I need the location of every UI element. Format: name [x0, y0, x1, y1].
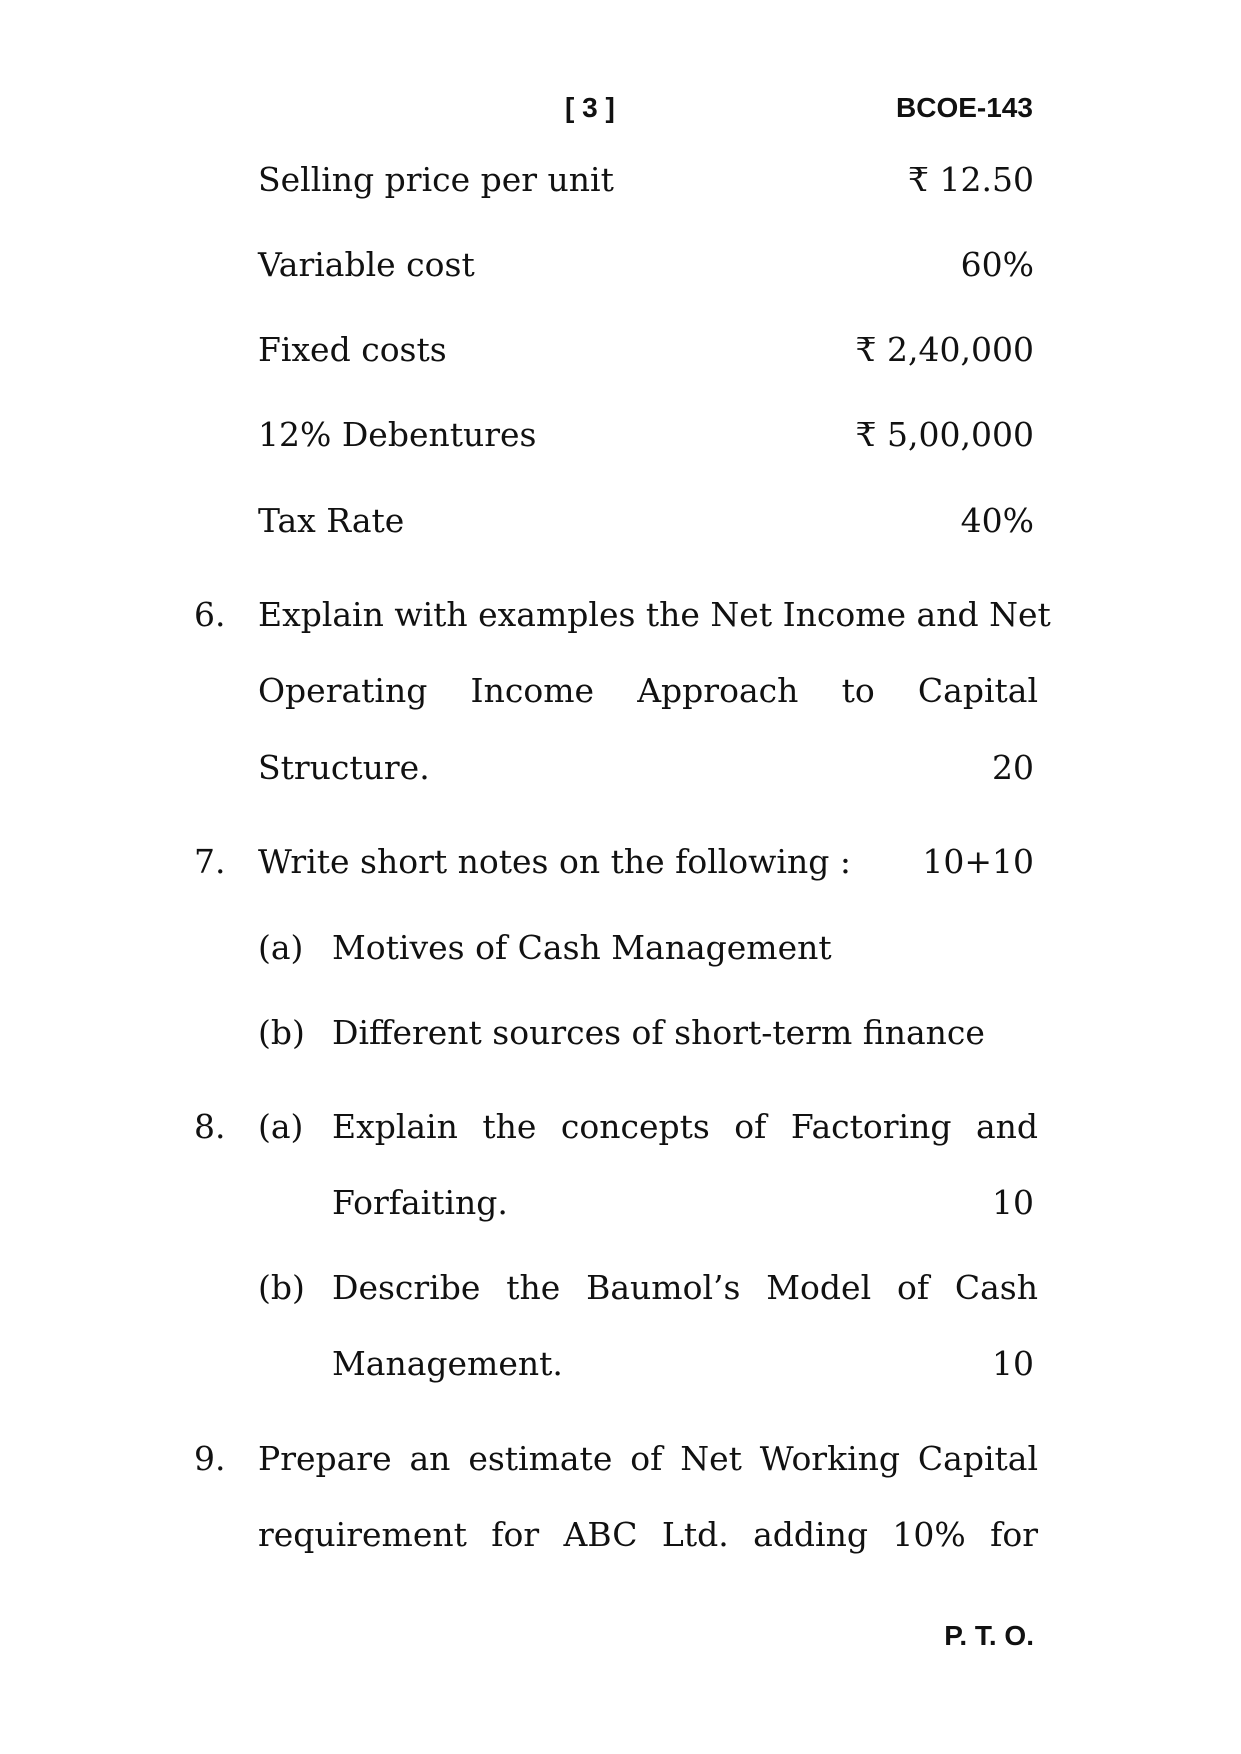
question-7b-text: Different sources of short-term finance	[332, 1013, 985, 1052]
question-number: 7.	[194, 842, 226, 881]
question-number: 6.	[194, 595, 226, 634]
table-row-label: Variable cost	[258, 245, 475, 284]
question-8b-line-2: Management.	[332, 1344, 563, 1383]
question-7a-text: Motives of Cash Management	[332, 928, 832, 967]
question-8b-line-1: Describe the Baumol’s Model of Cash	[332, 1268, 1038, 1307]
page-number: [ 3 ]	[565, 92, 615, 123]
pto-label: P. T. O.	[944, 1620, 1034, 1651]
question-6-line-1: Explain with examples the Net Income and Net	[258, 595, 1051, 634]
question-8b-marks: 10	[992, 1344, 1034, 1383]
table-row-label: Fixed costs	[258, 330, 447, 369]
subpart-label: (b)	[258, 1013, 305, 1052]
table-row-label: Tax Rate	[258, 501, 405, 540]
question-7-marks: 10+10	[922, 842, 1034, 881]
question-9-line-1: Prepare an estimate of Net Working Capital	[258, 1439, 1038, 1478]
table-row-value: ₹ 12.50	[908, 160, 1034, 199]
question-7-text: Write short notes on the following :	[258, 842, 851, 881]
question-6-marks: 20	[992, 748, 1034, 787]
table-row-label: Selling price per unit	[258, 160, 614, 199]
subpart-label: (b)	[258, 1268, 305, 1307]
question-number: 8.	[194, 1107, 226, 1146]
table-row-value: ₹ 2,40,000	[855, 330, 1034, 369]
question-8a-line-2: Forfaiting.	[332, 1183, 508, 1222]
question-6-line-2: Operating Income Approach to Capital	[258, 671, 1038, 710]
question-8a-line-1: Explain the concepts of Factoring and	[332, 1107, 1038, 1146]
table-row-value: 60%	[960, 245, 1034, 284]
question-number: 9.	[194, 1439, 226, 1478]
question-8a-marks: 10	[992, 1183, 1034, 1222]
question-9-line-2: requirement for ABC Ltd. adding 10% for	[258, 1515, 1038, 1554]
table-row-value: 40%	[960, 501, 1034, 540]
subpart-label: (a)	[258, 928, 304, 967]
subpart-label: (a)	[258, 1107, 304, 1146]
question-6-line-3: Structure.	[258, 748, 430, 787]
paper-code: BCOE-143	[896, 92, 1033, 123]
table-row-value: ₹ 5,00,000	[855, 415, 1034, 454]
table-row-label: 12% Debentures	[258, 415, 537, 454]
